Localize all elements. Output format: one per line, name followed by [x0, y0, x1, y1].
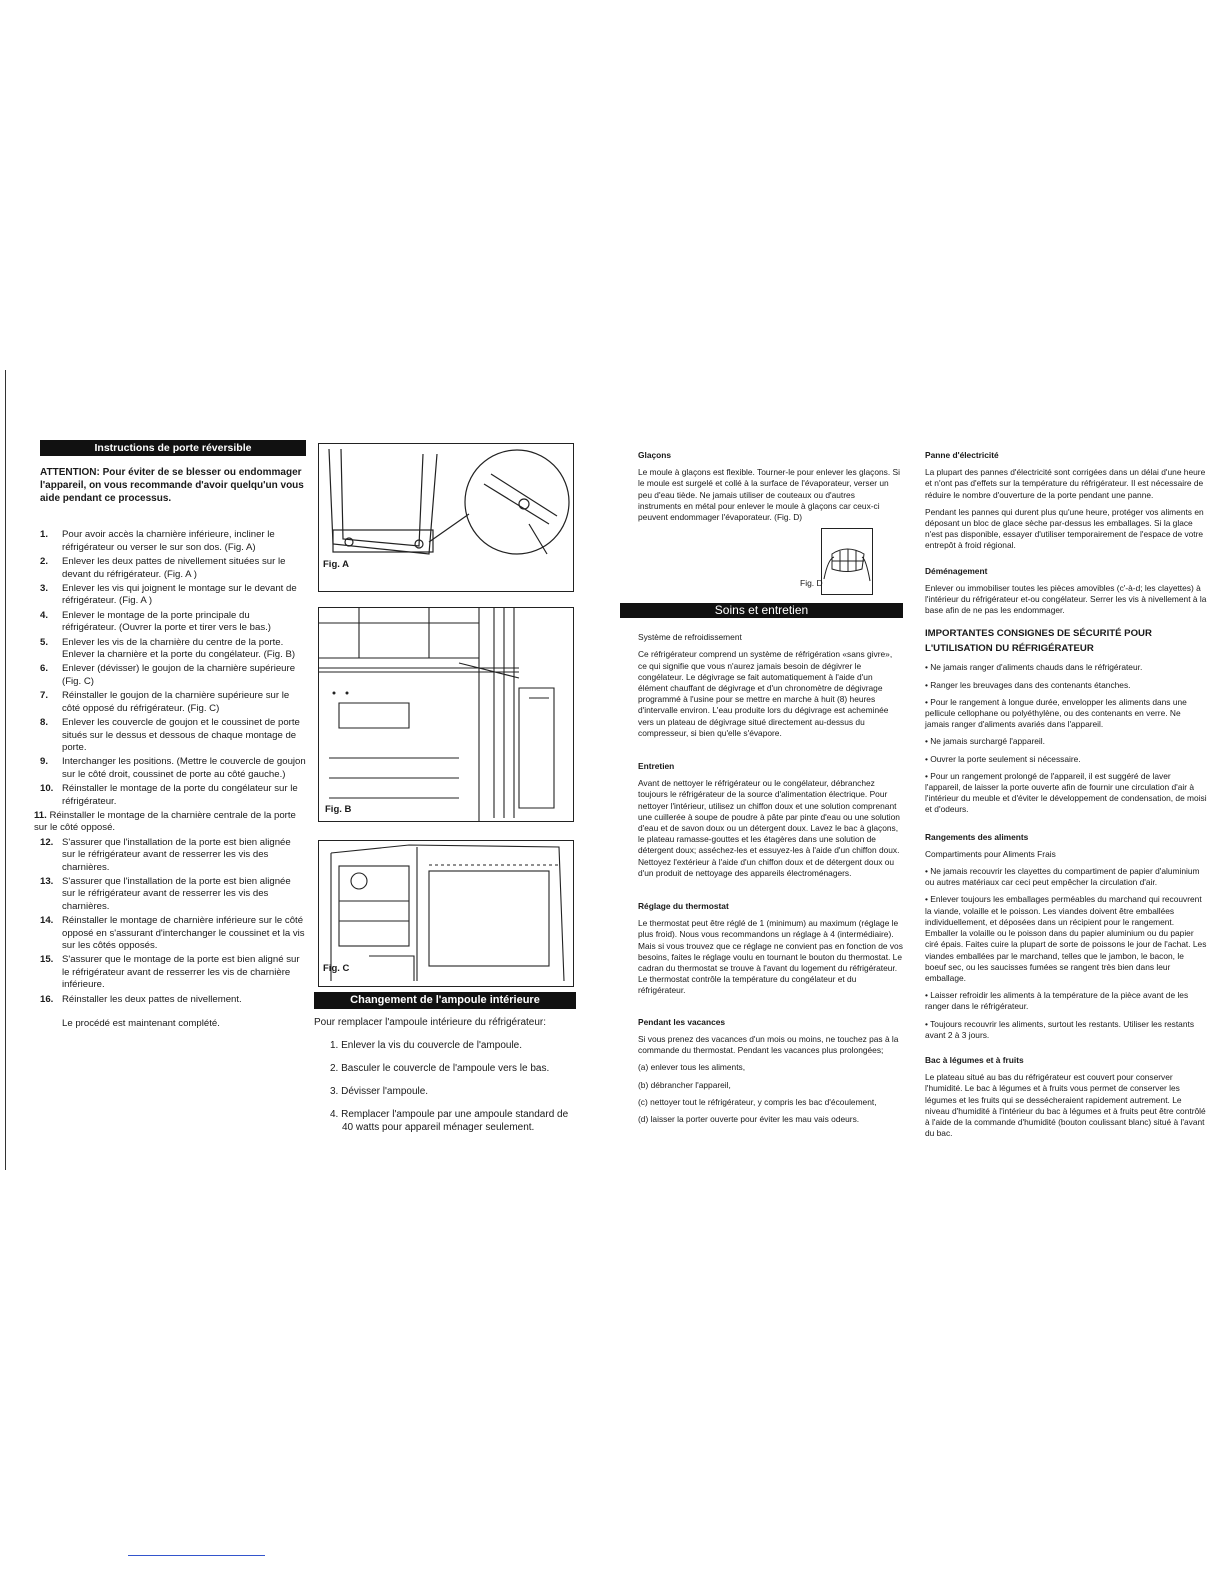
thermostat-text: Le thermostat peut être réglé de 1 (minimum) au maximum (réglage le plus froid). Nous vous recommandons un réglage à 4 (intermédiaire). Mais si vous trouvez que ce réglage ne convient pas en fonction de vos besoins, faites le réglage voulu en tournant le bouton du thermostat. Le cadran du thermostat se trouve à l'avant du logement du réfrigérateur. Le thermostat contrôle la température du congélateur et du réfrigérateur.	[638, 918, 903, 996]
bulb-step: 1. Enlever la vis du couvercle de l'ampoule.	[330, 1040, 523, 1051]
step: 1. Pour avoir accès la charnière inférieure, incliner le réfrigérateur ou verser le sur son dos. (Fig. A)	[40, 529, 275, 553]
step: 15. S'assurer que le montage de la porte est bien aligné sur le réfrigérateur avant de resserrer les vis de charnière inférieure.	[40, 954, 300, 991]
storage-heading: Rangements des aliments	[925, 831, 1029, 842]
step: 2. Enlever les deux pattes de nivellement situées sur le devant du réfrigérateur. (Fig. A )	[40, 556, 286, 580]
step: 6. Enlever (dévisser) le goujon de la charnière supérieure (Fig. C)	[40, 663, 296, 687]
step: 11. Réinstaller le montage de la charnière centrale de la porte sur le côté opposé.	[34, 809, 296, 834]
bulb-step: 2. Basculer le couvercle de l'ampoule vers le bas.	[330, 1063, 550, 1074]
bulb-step: 3. Dévisser l'ampoule.	[330, 1086, 429, 1097]
thermostat-heading: Réglage du thermostat	[638, 901, 729, 912]
figure-c	[318, 840, 574, 987]
step: 12. S'assurer que l'installation de la porte est bien alignée sur le réfrigérateur avant de resserrer les vis des charnières.	[40, 836, 291, 873]
page-edge-line	[5, 370, 6, 1170]
step: 10. Réinstaller le montage de la porte du congélateur sur le réfrigérateur.	[40, 783, 298, 807]
figure-d	[821, 528, 873, 595]
completion-note: Le procédé est maintenant complété.	[62, 1018, 220, 1030]
fridge-interior-diagram-illustration	[319, 841, 573, 986]
power-heading: Panne d'électricité	[925, 450, 999, 460]
step: 3. Enlever les vis qui joignent le montage sur le devant de réfrigérateur. (Fig. A )	[40, 583, 297, 607]
vacation-heading: Pendant les vacances	[638, 1016, 726, 1027]
storage-subheading: Compartiments pour Aliments Frais	[925, 848, 1056, 859]
power-text-1: La plupart des pannes d'électricité sont corrigées dans un délai d'une heure et n'ont pas d'effets sur la température du réfrigérateur. Il est nécessaire de réduire le nombre d'ouverture de la porte pendant une panne.	[925, 467, 1206, 500]
care-body	[620, 632, 903, 1125]
figure-b	[318, 607, 574, 822]
ice-tray-hands-illustration	[822, 529, 872, 594]
safety-item: • Pour un rangement prolongé de l'appareil, il est suggéré de laver l'appareil, de laisser la porte ouverte afin de fournir une circulation d'air à l'intérieur du meuble et d'éviter le développement de condensation, de moisi et d'odeurs.	[925, 770, 1207, 815]
figure-a-label: Fig. A	[323, 559, 350, 570]
bottom-blue-rule	[128, 1555, 265, 1556]
figure-a	[318, 443, 574, 592]
moving-text: Enlever ou immobiliser toutes les pièces amovibles (c'-à-d; les clayettes) à l'intérieur du réfrigérateur et-ou congélateur. Serrer les vis à nivellement à la base afin de ne pas les endommager.	[925, 582, 1207, 616]
storage-item: • Enlever toujours les emballages perméables du marchand qui recouvrent la viande, volaille et le poisson. Les viandes doivent être emballées individuellement, et déposées dans un récipient pour le rangement. Emballer la volaille ou le poisson dans du papier aluminium ou du papier ciré épais. Faites cuire la plupart de sorte de poissons le jour de l'achat. Les viandes emballées par le marchand, telles que le jambon, le bacon, le boeuf sec, ou les saucisses fumées se rangent très bien dans leur emballage.	[925, 894, 1207, 983]
vacation-item: (d) laisser la porter ouverte pour éviter les mau vais odeurs.	[638, 1113, 860, 1124]
storage-item: • Ne jamais recouvrir les clayettes du compartiment de papier d'aluminium ou autres matériaux car ceci peut empêcher la circulation d'air.	[925, 866, 1200, 888]
safety-item: • Pour le rangement à longue durée, envelopper les aliments dans une pellicule cellophane ou polyéthylène, ou des contenants en verre. Ne jamais ranger d'aliments avariés dans l'appareil.	[925, 696, 1187, 730]
safety-heading: IMPORTANTES CONSIGNES DE SÉCURITÉ POUR L'UTILISATION DU RÉFRIGÉRATEUR	[925, 628, 1152, 655]
bulb-intro: Pour remplacer l'ampoule intérieure du réfrigérateur:	[314, 1017, 547, 1028]
section-header-care: Soins et entretien	[620, 603, 903, 618]
step: 4. Enlever le montage de la porte principale du réfrigérateur. (Ouvrer la porte et tirer vers le bas.)	[40, 609, 272, 634]
reversible-steps	[34, 529, 306, 1006]
crisper-heading: Bac à légumes et à fruits	[925, 1054, 1024, 1065]
right-column	[925, 450, 1207, 1145]
vacation-text: Si vous prenez des vacances d'un mois ou moins, ne touchez pas à la commande du thermostat. Pendant les vacances plus prolongées;	[638, 1033, 899, 1056]
hinge-diagram-illustration	[319, 444, 573, 591]
storage-item: • Laisser refroidir les aliments à la température de la pièce avant de les ranger dans le réfrigérateur.	[925, 990, 1189, 1012]
bulb-section	[314, 992, 576, 1144]
safety-item: • Ne jamais surchargé l'appareil.	[925, 736, 1045, 747]
step: 7. Réinstaller le goujon de la charnière supérieure sur le côté opposé du réfrigérateur. (Fig. C)	[40, 690, 290, 714]
care-section	[620, 603, 903, 1131]
figure-d-label: Fig. D	[800, 578, 823, 588]
step: 14. Réinstaller le montage de charnière inférieure sur le côté opposé en s'assurant d'interchanger le coussinet et la vis sur les côtés opposés.	[40, 915, 305, 951]
step: 13. S'assurer que l'installation de la porte est bien alignée sur le réfrigérateur avant de resserrer les vis des charnières.	[40, 875, 291, 912]
safety-item: • Ne jamais ranger d'aliments chauds dans le réfrigérateur.	[925, 662, 1143, 673]
ice-text: Le moule à glaçons est flexible. Tourner-le pour enlever les glaçons. Si le moule est surgelé et collé à la surface de l'évaporateur, verser un peu d'eau tiède. Ne jamais utiliser de couteaux ou d'autres instruments en métal pour enlever le moule à glaçons car ceux-ci peuvent endommager l'évaporateur. (Fig. D)	[638, 467, 900, 523]
bulb-step: 4. Remplacer l'ampoule par une ampoule standard de 40 watts pour appareil ménager seulement.	[330, 1109, 569, 1133]
maintenance-text: Avant de nettoyer le réfrigérateur ou le congélateur, débranchez toujours le réfrigérateur de la source d'alimentation électrique. Pour nettoyer l'intérieur, utilisez un chiffon doux et une solution comprenant une cuillerée à soupe de poudre à pâte par pinte d'eau ou une solution d'eau et de savon doux ou un détergent doux. Lavez le bac à glaçons, le plateau ramasse-gouttes et les étagères dans une solution de détergent doux; asséchez-les et essuyez-les à l'aide d'un chiffon doux. Nettoyez l'extérieur à l'aide d'un chiffon doux et de détergent doux ou d'un produit de nettoyage des appareils électroménagers.	[638, 778, 900, 878]
maintenance-heading: Entretien	[638, 761, 675, 772]
reversible-door-section	[34, 440, 306, 1030]
ice-heading: Glaçons	[638, 450, 672, 460]
safety-item: • Ranger les breuvages dans des contenants étanches.	[925, 679, 1131, 690]
section-header-reversible: Instructions de porte réversible	[40, 440, 306, 456]
cooling-text: Ce réfrigérateur comprend un système de réfrigération «sans givre», ce qui signifie que vous n'aurez jamais besoin de dégivrer le congélateur. Le dégivrage se fait automatiquement à l'aide d'un élément chauffant de dégivrage et d'un chronomètre de dégivrage programmé à l'usine pour se mettre en marche à huit (8) heures d'intervalle environ. L'eau produite lors du dégivrage est acheminée vers un plateau de dégivrage situé directement au-dessus du compresseur, si bien qu'elle s'évapore.	[638, 649, 893, 738]
power-text-2: Pendant les pannes qui durent plus qu'une heure, protéger vos aliments en déposant un bloc de glace sèche par-dessus les emballages. Si la glace n'est pas disponible, essayer d'utiliser temporairement de l'espace de votre entrepôt à froid régional.	[925, 506, 1204, 551]
ice-section	[638, 450, 900, 529]
vacation-item: (b) débrancher l'appareil,	[638, 1079, 731, 1090]
section-header-bulb: Changement de l'ampoule intérieure	[314, 992, 576, 1009]
bulb-steps	[330, 1039, 576, 1134]
step: 8. Enlever les couvercle de goujon et le coussinet de porte situés sur le dessus et dessous de chaque montage de porte.	[40, 717, 300, 753]
cooling-heading: Système de refroidissement	[638, 632, 742, 643]
step: 5. Enlever les vis de la charnière du centre de la porte. Enlever la charnière et la porte du congélateur. (Fig. B)	[40, 636, 296, 661]
freezer-door-diagram-illustration	[319, 608, 573, 821]
figure-b-label: Fig. B	[325, 804, 352, 815]
step: 16. Réinstaller les deux pattes de nivellement.	[40, 993, 242, 1005]
vacation-item: (a) enlever tous les aliments,	[638, 1062, 746, 1073]
storage-item: • Toujours recouvrir les aliments, surtout les restants. Utiliser les restants avant 2 à 3 jours.	[925, 1018, 1195, 1040]
attention-warning: ATTENTION: Pour éviter de se blesser ou endommager l'appareil, on vous recommande d'avoir quelqu'un vous aide pendant ce processus.	[40, 467, 304, 505]
figure-c-label: Fig. C	[323, 963, 350, 974]
step: 9. Interchanger les positions. (Mettre le couvercle de goujon sur le côté droit, coussinet de porte au côté gauche.)	[40, 756, 306, 780]
safety-item: • Ouvrer la porte seulement si nécessaire.	[925, 753, 1081, 764]
vacation-item: (c) nettoyer tout le réfrigérateur, y compris les bac d'écoulement,	[638, 1096, 877, 1107]
crisper-text: Le plateau situé au bas du réfrigérateur est couvert pour conserver l'humidité. Le bac à légumes et à fruits vous permet de conserver les légumes et les fruits qui se dessécheraient rapidement autrement. Le niveau d'humidité à l'intérieur du bac à légumes et à fruits peut être contrôlé à l'aide de la commande d'humidité (bouton coulissant blanc) situé à l'avant du bac.	[925, 1072, 1206, 1139]
moving-heading: Déménagement	[925, 565, 988, 576]
